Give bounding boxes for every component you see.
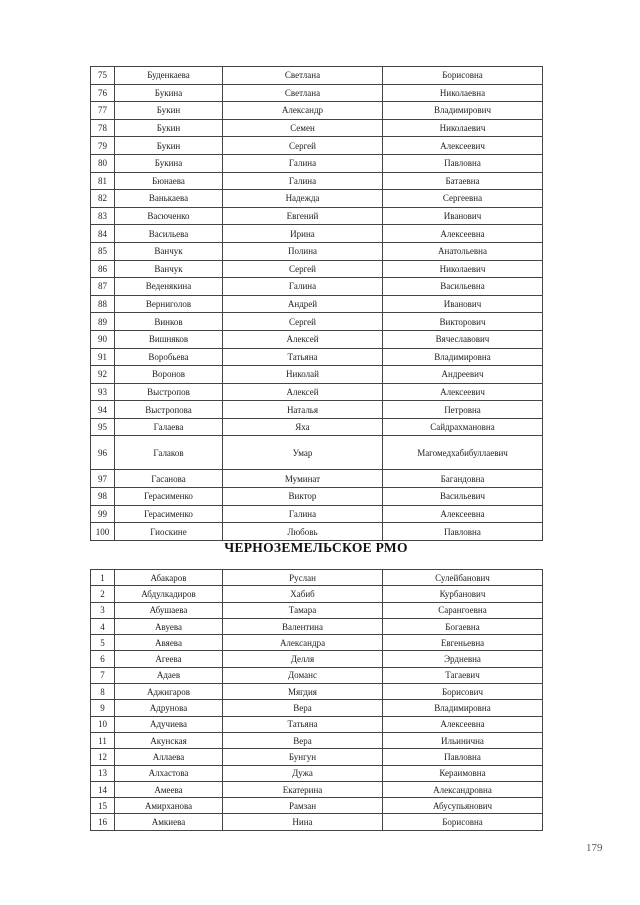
table-row <box>91 618 543 634</box>
first-name-cell: Умар <box>223 436 383 470</box>
patronymic-cell: Павловна <box>383 154 543 172</box>
surname-cell: Адучиева <box>115 716 223 732</box>
row-number: 98 <box>91 488 115 506</box>
patronymic-cell: Николаевич <box>383 260 543 278</box>
table-row <box>91 84 543 102</box>
patronymic-cell: Владимировна <box>383 700 543 716</box>
patronymic-cell: Андреевич <box>383 366 543 384</box>
row-number: 78 <box>91 119 115 137</box>
surname-cell: Букин <box>115 137 223 155</box>
surname-cell: Букин <box>115 119 223 137</box>
page-number: 179 <box>586 842 603 854</box>
first-name-cell: Любовь <box>223 523 383 541</box>
patronymic-cell: Борисовна <box>383 814 543 830</box>
surname-cell: Васильева <box>115 225 223 243</box>
first-name-cell: Ирина <box>223 225 383 243</box>
row-number: 16 <box>91 814 115 830</box>
patronymic-cell: Магомедхабибуллаевич <box>383 436 543 470</box>
row-number: 91 <box>91 348 115 366</box>
first-name-cell: Светлана <box>223 67 383 85</box>
surname-cell: Ванчук <box>115 260 223 278</box>
row-number: 83 <box>91 207 115 225</box>
surname-cell: Воробьева <box>115 348 223 366</box>
first-name-cell: Доманс <box>223 667 383 683</box>
table-row <box>91 366 543 384</box>
first-name-cell: Дужа <box>223 765 383 781</box>
row-number: 77 <box>91 102 115 120</box>
first-name-cell: Мягдия <box>223 684 383 700</box>
row-number: 12 <box>91 749 115 765</box>
table-row <box>91 505 543 523</box>
row-number: 88 <box>91 295 115 313</box>
table-row <box>91 383 543 401</box>
row-number: 10 <box>91 716 115 732</box>
table-row <box>91 190 543 208</box>
first-name-cell: Николай <box>223 366 383 384</box>
first-name-cell: Татьяна <box>223 716 383 732</box>
surname-cell: Выстропова <box>115 401 223 419</box>
row-number: 2 <box>91 586 115 602</box>
table-row <box>91 470 543 488</box>
first-name-cell: Рамзан <box>223 798 383 814</box>
patronymic-cell: Иванович <box>383 207 543 225</box>
first-name-cell: Вера <box>223 732 383 748</box>
section-title: ЧЕРНОЗЕМЕЛЬСКОЕ РМО <box>224 540 408 555</box>
surname-cell: Агеева <box>115 651 223 667</box>
row-number: 1 <box>91 570 115 586</box>
first-name-cell: Надежда <box>223 190 383 208</box>
first-name-cell: Муминат <box>223 470 383 488</box>
patronymic-cell: Сергеевна <box>383 190 543 208</box>
table-row <box>91 313 543 331</box>
row-number: 7 <box>91 667 115 683</box>
table-row <box>91 260 543 278</box>
row-number: 80 <box>91 154 115 172</box>
row-number: 99 <box>91 505 115 523</box>
row-number: 11 <box>91 732 115 748</box>
table-row <box>91 651 543 667</box>
first-name-cell: Нина <box>223 814 383 830</box>
table-row <box>91 814 543 830</box>
first-name-cell: Галина <box>223 172 383 190</box>
patronymic-cell: Кераимовна <box>383 765 543 781</box>
first-name-cell: Галина <box>223 505 383 523</box>
patronymic-cell: Александровна <box>383 781 543 797</box>
table-row <box>91 570 543 586</box>
patronymic-cell: Владимировна <box>383 348 543 366</box>
row-number: 13 <box>91 765 115 781</box>
surname-cell: Аллаева <box>115 749 223 765</box>
table-row <box>91 278 543 296</box>
row-number: 9 <box>91 700 115 716</box>
table-row <box>91 348 543 366</box>
row-number: 14 <box>91 781 115 797</box>
first-name-cell: Руслан <box>223 570 383 586</box>
patronymic-cell: Анатольевна <box>383 242 543 260</box>
row-number: 75 <box>91 67 115 85</box>
table-row <box>91 765 543 781</box>
table-row <box>91 119 543 137</box>
patronymic-cell: Борисович <box>383 684 543 700</box>
table-row <box>91 207 543 225</box>
patronymic-cell: Иванович <box>383 295 543 313</box>
chernozemelskoe-table <box>90 569 543 831</box>
table-row <box>91 154 543 172</box>
patronymic-cell: Багандовна <box>383 470 543 488</box>
surname-cell: Абушаева <box>115 602 223 618</box>
row-number: 4 <box>91 618 115 634</box>
patronymic-cell: Ильинична <box>383 732 543 748</box>
first-name-cell: Хабиб <box>223 586 383 602</box>
table-row <box>91 67 543 85</box>
patronymic-cell: Вячеславович <box>383 330 543 348</box>
row-number: 3 <box>91 602 115 618</box>
table-row <box>91 749 543 765</box>
chernozemelskoe-table-body <box>91 570 543 831</box>
surname-cell: Герасименко <box>115 488 223 506</box>
patronymic-cell: Борисовна <box>383 67 543 85</box>
row-number: 100 <box>91 523 115 541</box>
table-row <box>91 436 543 470</box>
first-name-cell: Сергей <box>223 260 383 278</box>
first-name-cell: Сергей <box>223 313 383 331</box>
first-name-cell: Евгений <box>223 207 383 225</box>
row-number: 76 <box>91 84 115 102</box>
surname-cell: Вишняков <box>115 330 223 348</box>
table-row <box>91 172 543 190</box>
table-row <box>91 732 543 748</box>
patronymic-cell: Курбанович <box>383 586 543 602</box>
first-name-cell: Виктор <box>223 488 383 506</box>
surname-cell: Веденякина <box>115 278 223 296</box>
table-row <box>91 488 543 506</box>
row-number: 94 <box>91 401 115 419</box>
patronymic-cell: Алексеевна <box>383 505 543 523</box>
first-name-cell: Бунгун <box>223 749 383 765</box>
surname-cell: Абакаров <box>115 570 223 586</box>
surname-cell: Амкиева <box>115 814 223 830</box>
surname-cell: Амеева <box>115 781 223 797</box>
surname-cell: Васюченко <box>115 207 223 225</box>
patronymic-cell: Алексеевич <box>383 383 543 401</box>
surname-cell: Авяева <box>115 635 223 651</box>
first-name-cell: Александра <box>223 635 383 651</box>
patronymic-cell: Алексеевна <box>383 716 543 732</box>
patronymic-cell: Владимирович <box>383 102 543 120</box>
first-name-cell: Светлана <box>223 84 383 102</box>
row-number: 82 <box>91 190 115 208</box>
row-number: 6 <box>91 651 115 667</box>
first-name-cell: Наталья <box>223 401 383 419</box>
first-name-cell: Алексей <box>223 330 383 348</box>
row-number: 97 <box>91 470 115 488</box>
row-number: 92 <box>91 366 115 384</box>
row-number: 93 <box>91 383 115 401</box>
surname-cell: Галаков <box>115 436 223 470</box>
table-row <box>91 225 543 243</box>
surname-cell: Верниголов <box>115 295 223 313</box>
first-name-cell: Екатерина <box>223 781 383 797</box>
first-name-cell: Полина <box>223 242 383 260</box>
patronymic-cell: Евгеньевна <box>383 635 543 651</box>
table-row <box>91 602 543 618</box>
patronymic-cell: Алексеевич <box>383 137 543 155</box>
surname-cell: Аджигаров <box>115 684 223 700</box>
surname-cell: Адаев <box>115 667 223 683</box>
surname-cell: Адрунова <box>115 700 223 716</box>
first-name-cell: Сергей <box>223 137 383 155</box>
surname-cell: Герасименко <box>115 505 223 523</box>
row-number: 79 <box>91 137 115 155</box>
patronymic-cell: Алексеевна <box>383 225 543 243</box>
first-name-cell: Татьяна <box>223 348 383 366</box>
surname-cell: Галаева <box>115 418 223 436</box>
surname-cell: Букина <box>115 84 223 102</box>
surname-cell: Бюнаева <box>115 172 223 190</box>
first-name-cell: Семен <box>223 119 383 137</box>
patronymic-cell: Сулейбанович <box>383 570 543 586</box>
first-name-cell: Галина <box>223 154 383 172</box>
first-name-cell: Тамара <box>223 602 383 618</box>
row-number: 89 <box>91 313 115 331</box>
surname-cell: Винков <box>115 313 223 331</box>
row-number: 86 <box>91 260 115 278</box>
patronymic-cell: Эрдневна <box>383 651 543 667</box>
surname-cell: Акунская <box>115 732 223 748</box>
patronymic-cell: Сайдрахмановна <box>383 418 543 436</box>
row-number: 81 <box>91 172 115 190</box>
patronymic-cell: Павловна <box>383 523 543 541</box>
patronymic-cell: Батаевна <box>383 172 543 190</box>
table-row <box>91 684 543 700</box>
surname-cell: Амирханова <box>115 798 223 814</box>
patronymic-cell: Сарангоевна <box>383 602 543 618</box>
patronymic-cell: Тагаевич <box>383 667 543 683</box>
patronymic-cell: Павловна <box>383 749 543 765</box>
row-number: 87 <box>91 278 115 296</box>
row-number: 85 <box>91 242 115 260</box>
patronymic-cell: Николаевна <box>383 84 543 102</box>
first-name-cell: Делля <box>223 651 383 667</box>
surname-cell: Гасанова <box>115 470 223 488</box>
table-row <box>91 798 543 814</box>
patronymic-cell: Абусупьянович <box>383 798 543 814</box>
surname-cell: Гиоскине <box>115 523 223 541</box>
surname-cell: Ванчук <box>115 242 223 260</box>
row-number: 5 <box>91 635 115 651</box>
table-row <box>91 295 543 313</box>
surname-cell: Букин <box>115 102 223 120</box>
table-row <box>91 330 543 348</box>
table-row <box>91 401 543 419</box>
row-number: 95 <box>91 418 115 436</box>
first-name-cell: Галина <box>223 278 383 296</box>
surname-cell: Алхастова <box>115 765 223 781</box>
table-row <box>91 700 543 716</box>
row-number: 96 <box>91 436 115 470</box>
patronymic-cell: Николаевич <box>383 119 543 137</box>
surname-cell: Абдулкадиров <box>115 586 223 602</box>
first-name-cell: Андрей <box>223 295 383 313</box>
row-number: 90 <box>91 330 115 348</box>
registry-table-body <box>91 67 543 541</box>
surname-cell: Воронов <box>115 366 223 384</box>
patronymic-cell: Петровна <box>383 401 543 419</box>
table-row <box>91 586 543 602</box>
surname-cell: Выстропов <box>115 383 223 401</box>
surname-cell: Буденкаева <box>115 67 223 85</box>
table-row <box>91 716 543 732</box>
first-name-cell: Вера <box>223 700 383 716</box>
registry-table-continued <box>90 66 543 541</box>
surname-cell: Авуева <box>115 618 223 634</box>
table-row <box>91 418 543 436</box>
first-name-cell: Алексей <box>223 383 383 401</box>
row-number: 8 <box>91 684 115 700</box>
patronymic-cell: Васильевна <box>383 278 543 296</box>
patronymic-cell: Викторович <box>383 313 543 331</box>
surname-cell: Букина <box>115 154 223 172</box>
table-row <box>91 523 543 541</box>
first-name-cell: Александр <box>223 102 383 120</box>
table-row <box>91 137 543 155</box>
patronymic-cell: Богаевна <box>383 618 543 634</box>
surname-cell: Ванькаева <box>115 190 223 208</box>
table-row <box>91 102 543 120</box>
row-number: 15 <box>91 798 115 814</box>
table-row <box>91 242 543 260</box>
first-name-cell: Валентина <box>223 618 383 634</box>
first-name-cell: Яха <box>223 418 383 436</box>
patronymic-cell: Васильевич <box>383 488 543 506</box>
table-row <box>91 781 543 797</box>
table-row <box>91 667 543 683</box>
table-row <box>91 635 543 651</box>
row-number: 84 <box>91 225 115 243</box>
